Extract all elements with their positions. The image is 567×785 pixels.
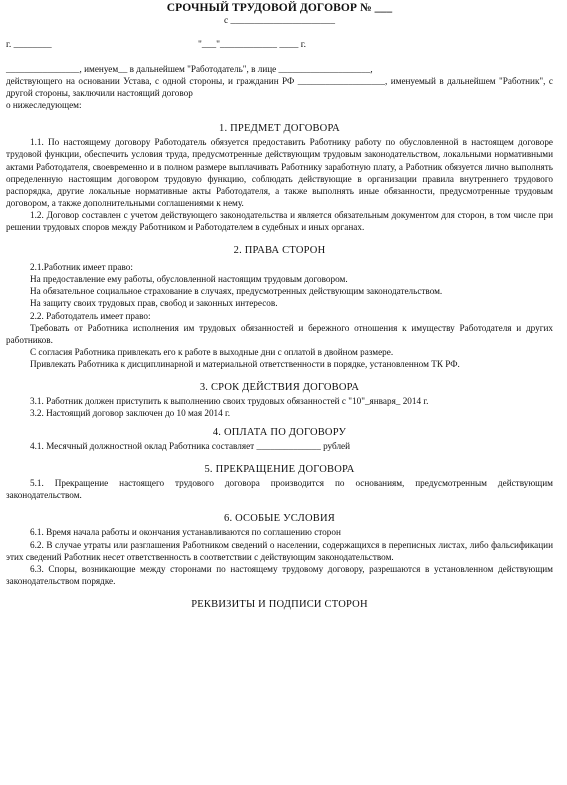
paragraph: Привлекать Работника к дисциплинарной и материальной ответственности в порядке, установленном ТК РФ. [30, 358, 460, 369]
document-title: СРОЧНЫЙ ТРУДОВОЙ ДОГОВОР № ___ [166, 2, 393, 14]
paragraph: Требовать от Работника исполнения им трудовых обязанностей и бережного отношения к имуществу Работодателя и других работников. [6, 322, 553, 345]
section-heading: 1. ПРЕДМЕТ ДОГОВОРА [219, 123, 340, 135]
date-field: "___"____________ ____ г. [198, 40, 306, 50]
preamble-line: ________________, именуем__ в дальнейшем "Работодатель", в лице ____________________, [6, 64, 373, 74]
section-subject [6, 122, 553, 233]
paragraph: На предоставление ему работы, обусловленной настоящим трудовым договором. [30, 274, 348, 285]
paragraph: 4.1. Месячный должностной оклад Работника составляет ______________ рублей [30, 441, 351, 452]
section-rights [6, 244, 553, 370]
section-heading: 3. СРОК ДЕЙСТВИЯ ДОГОВОРА [199, 381, 360, 393]
section-heading: 6. ОСОБЫЕ УСЛОВИЯ [224, 513, 335, 525]
paragraph: 5.1. Прекращение настоящего трудового договора производится по основаниям, предусмотренным действующим законодательством. [6, 478, 553, 501]
preamble-line: действующего на основании Устава, с одной стороны, и гражданин РФ ___________________, именуемый в дальнейшем "Работник", с другой стороны, заключили настоящий договор [6, 76, 553, 99]
section-heading: 5. ПРЕКРАЩЕНИЕ ДОГОВОРА [204, 464, 355, 476]
preamble [6, 63, 553, 111]
paragraph: 2.1.Работник имеет право: [30, 262, 133, 273]
paragraph: 1.1. По настоящему договору Работодатель обязуется предоставить Работнику работу по обусловленной в настоящем договоре трудовой функции, обеспечить условия труда, предусмотренные действующим трудовым законодательством, локальными нормативными актами Работодателя, своевременно и в полном размере выплачивать Работнику заработную плату, а Работник обязуется лично выполнять определенную настоящим договором трудовую функцию, соблюдать действующие в организации правила внутреннего трудового распорядка, другие локальные нормативные акты Работодателя, а также выполнять иные обязанности, предусмотренные трудовым договором, а также дополнительными соглашениями к нему. [6, 137, 553, 208]
paragraph: 6.3. Споры, возникающие между сторонами по настоящему трудовому договору, разрешаются в установленном действующим законодательством порядке. [6, 563, 553, 586]
paragraph: 6.2. В случае утраты или разглашения Работником сведений о населении, содержащихся в переписных листах, либо фальсификации этих сведений Работник несет ответственность в соответствии с действующим законодательством. [6, 539, 553, 562]
section-heading: 4. ОПЛАТА ПО ДОГОВОРУ [212, 427, 347, 439]
section-special-terms [6, 512, 553, 586]
preamble-line: о нижеследующем: [6, 100, 82, 111]
paragraph: 2.2. Работодатель имеет право: [30, 310, 151, 321]
paragraph: 3.2. Настоящий договор заключен до 10 мая 2014 г. [30, 408, 231, 419]
paragraph: С согласия Работника привлекать его к работе в выходные дни с оплатой в двойном размере. [30, 346, 394, 357]
section-term [6, 381, 553, 419]
paragraph: На защиту своих трудовых прав, свобод и законных интересов. [30, 298, 278, 309]
section-termination [6, 463, 553, 501]
requisites-heading: РЕКВИЗИТЫ И ПОДПИСИ СТОРОН [191, 598, 368, 610]
paragraph: На обязательное социальное страхование в случаях, предусмотренных действующим законодательством. [30, 286, 443, 297]
paragraph: 6.1. Время начала работы и окончания устанавливаются по соглашению сторон [30, 527, 341, 538]
section-heading: 2. ПРАВА СТОРОН [233, 245, 326, 257]
place-field: г. ________ [6, 40, 52, 50]
place-date-row [6, 39, 306, 52]
paragraph: 1.2. Договор составлен с учетом действующего законодательства и является обязательным документом для сторон, в том числе при решении трудовых споров между Работником и Работодателем в судебных и иных органах. [6, 209, 553, 233]
section-payment [6, 426, 553, 452]
contract-page [0, 2, 567, 785]
document-subtitle: с ______________________ [223, 16, 336, 26]
paragraph: 3.1. Работник должен приступить к выполнению своих трудовых обязанностей с "10"_января_ 2014 г. [30, 395, 429, 406]
